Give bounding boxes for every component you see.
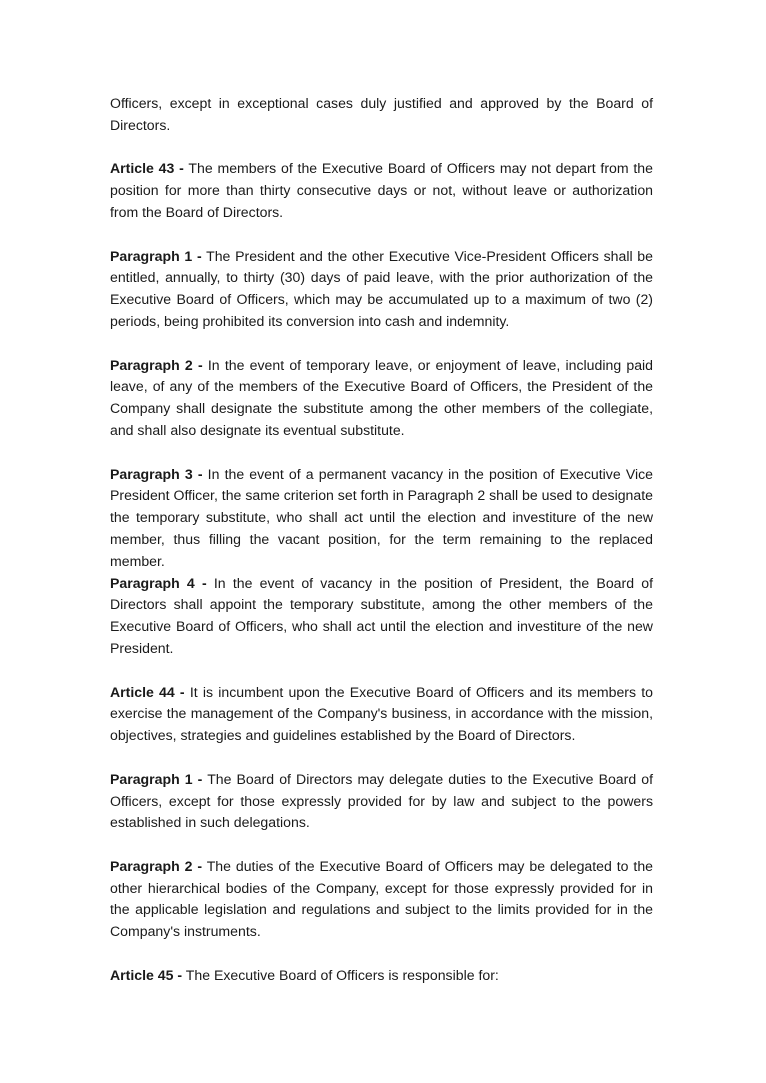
article-43 xyxy=(110,158,653,223)
paragraph-label: Paragraph 1 - xyxy=(110,770,203,787)
paragraph-text: The duties of the Executive Board of Officers may be delegated to the other hierarchical bodies of the Company, except for those expressly provided for in the applicable legislation and regulations and subject to the limits provided for in the Company's instruments. xyxy=(110,857,653,940)
article-label: Article 44 - xyxy=(110,683,185,700)
article-text: The members of the Executive Board of Officers may not depart from the position for more than thirty consecutive days or not, without leave or authorization from the Board of Directors. xyxy=(110,160,653,220)
paragraph-label: Paragraph 1 - xyxy=(110,247,202,264)
article-label: Article 43 - xyxy=(110,160,184,177)
article-text: It is incumbent upon the Executive Board of Officers and its members to exercise the management of the Company's business, in accordance with the mission, objectives, strategies and guidelines established by the Board of Directors. xyxy=(110,683,653,744)
paragraph-continuation xyxy=(110,93,653,137)
article-44-paragraph-1 xyxy=(110,769,653,834)
paragraph-label: Paragraph 3 - xyxy=(110,465,203,482)
paragraph-text: The Board of Directors may delegate duties to the Executive Board of Officers, except for those expressly provided for by law and subject to the powers established in such delegations. xyxy=(110,770,653,831)
article-44 xyxy=(110,682,653,747)
paragraph-text: Officers, except in exceptional cases duly justified and approved by the Board of Directors. xyxy=(110,95,653,133)
article-45 xyxy=(110,965,653,987)
article-43-paragraph-3 xyxy=(110,464,653,573)
article-43-paragraph-1 xyxy=(110,246,653,333)
paragraph-label: Paragraph 4 - xyxy=(110,574,207,591)
document-body xyxy=(110,93,653,1008)
paragraph-text: The President and the other Executive Vice-President Officers shall be entitled, annually, to thirty (30) days of paid leave, with the prior authorization of the Executive Board of Officers, which may be accumulated up to a maximum of two (2) periods, being prohibited its conversion into cash and indemnity. xyxy=(110,247,653,329)
paragraph-text: In the event of temporary leave, or enjoyment of leave, including paid leave, of any of the members of the Executive Board of Officers, the President of the Company shall designate the substitute among the other members of the collegiate, and shall also designate its eventual substitute. xyxy=(110,356,654,438)
article-label: Article 45 - xyxy=(110,966,183,983)
paragraph-text: In the event of a permanent vacancy in the position of Executive Vice President Officer, the same criterion set forth in Paragraph 2 shall be used to designate the temporary substitute, who shall act until the election and investiture of the new member, thus filling the vacant position, for the term remaining to the replaced member. xyxy=(110,465,653,569)
paragraph-label: Paragraph 2 - xyxy=(110,356,203,373)
article-44-paragraph-2 xyxy=(110,856,653,943)
article-43-paragraph-4 xyxy=(110,573,653,660)
paragraph-label: Paragraph 2 - xyxy=(110,857,203,874)
article-43-paragraph-2 xyxy=(110,355,653,442)
article-text: The Executive Board of Officers is responsible for: xyxy=(185,966,499,983)
paragraph-text: In the event of vacancy in the position of President, the Board of Directors shall appoint the temporary substitute, among the other members of the Executive Board of Officers, who shall act until the election and investiture of the new President. xyxy=(110,574,654,656)
